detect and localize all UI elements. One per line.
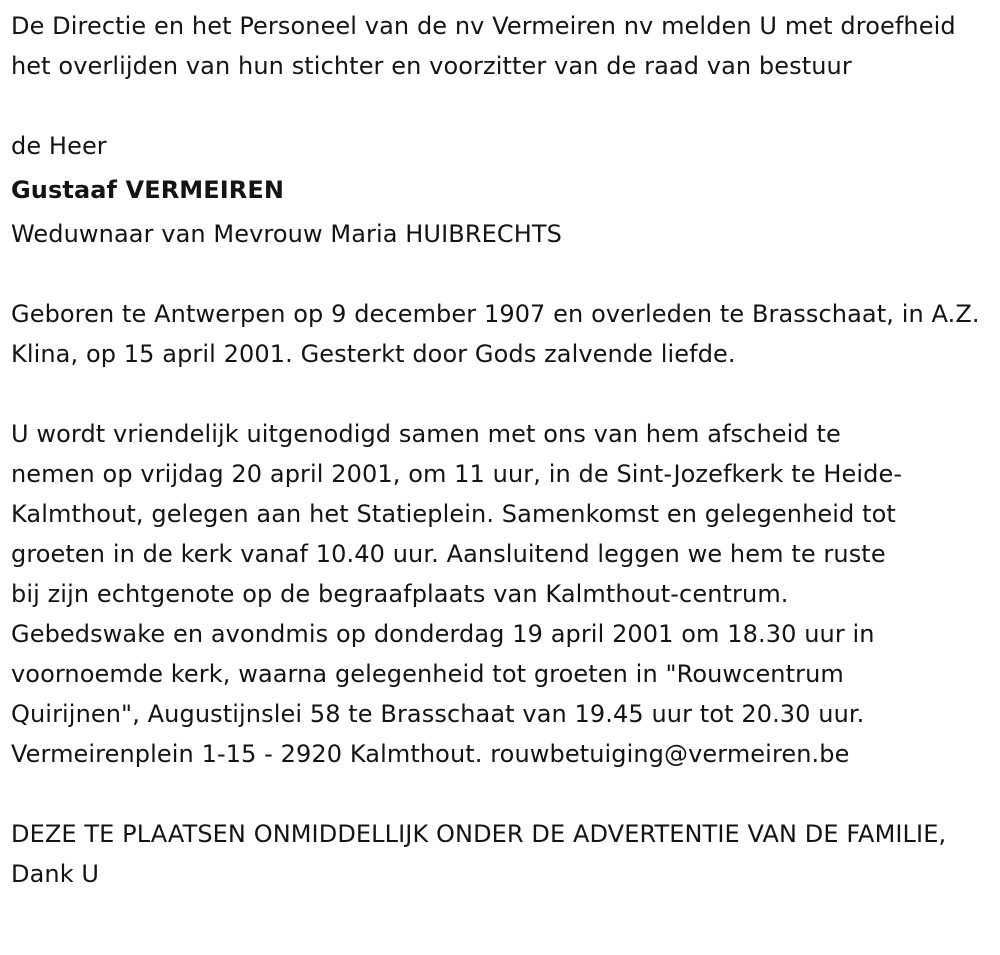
invitation-line: bij zijn echtgenote op de begraafplaats van Kalmthout-centrum. — [11, 580, 789, 608]
invitation-line: Gebedswake en avondmis op donderdag 19 april 2001 om 18.30 uur in — [11, 620, 875, 648]
invitation-line: Kalmthout, gelegen aan het Statieplein. Samenkomst en gelegenheid tot — [11, 500, 896, 528]
invitation-line: nemen op vrijdag 20 april 2001, om 11 uur, in de Sint-Jozefkerk te Heide- — [11, 460, 903, 488]
invitation-paragraph — [11, 414, 996, 774]
contact-line: Vermeirenplein 1-15 - 2920 Kalmthout. rouwbetuiging@vermeiren.be — [11, 740, 850, 768]
spouse-line: Weduwnaar van Mevrouw Maria HUIBRECHTS — [11, 220, 562, 248]
invitation-line: voornoemde kerk, waarna gelegenheid tot groeten in "Rouwcentrum — [11, 660, 844, 688]
invitation-line: U wordt vriendelijk uitgenodigd samen met ons van hem afscheid te — [11, 420, 841, 448]
salutation: de Heer — [11, 132, 107, 160]
footer-note: DEZE TE PLAATSEN ONMIDDELLIJK ONDER DE ADVERTENTIE VAN DE FAMILIE, Dank U — [11, 820, 947, 888]
birth-death-paragraph: Geboren te Antwerpen op 9 december 1907 en overleden te Brasschaat, in A.Z. Klina, op 15 april 2001. Gesterkt door Gods zalvende liefde. — [11, 300, 980, 368]
invitation-line: groeten in de kerk vanaf 10.40 uur. Aansluitend leggen we hem te ruste — [11, 540, 886, 568]
obituary-document — [11, 6, 996, 894]
deceased-name: Gustaaf VERMEIREN — [11, 176, 285, 204]
invitation-line: Quirijnen", Augustijnslei 58 te Brasschaat van 19.45 uur tot 20.30 uur. — [11, 700, 865, 728]
intro-paragraph: De Directie en het Personeel van de nv Vermeiren nv melden U met droefheid het overlijden van hun stichter en voorzitter van de raad van bestuur — [11, 12, 956, 80]
